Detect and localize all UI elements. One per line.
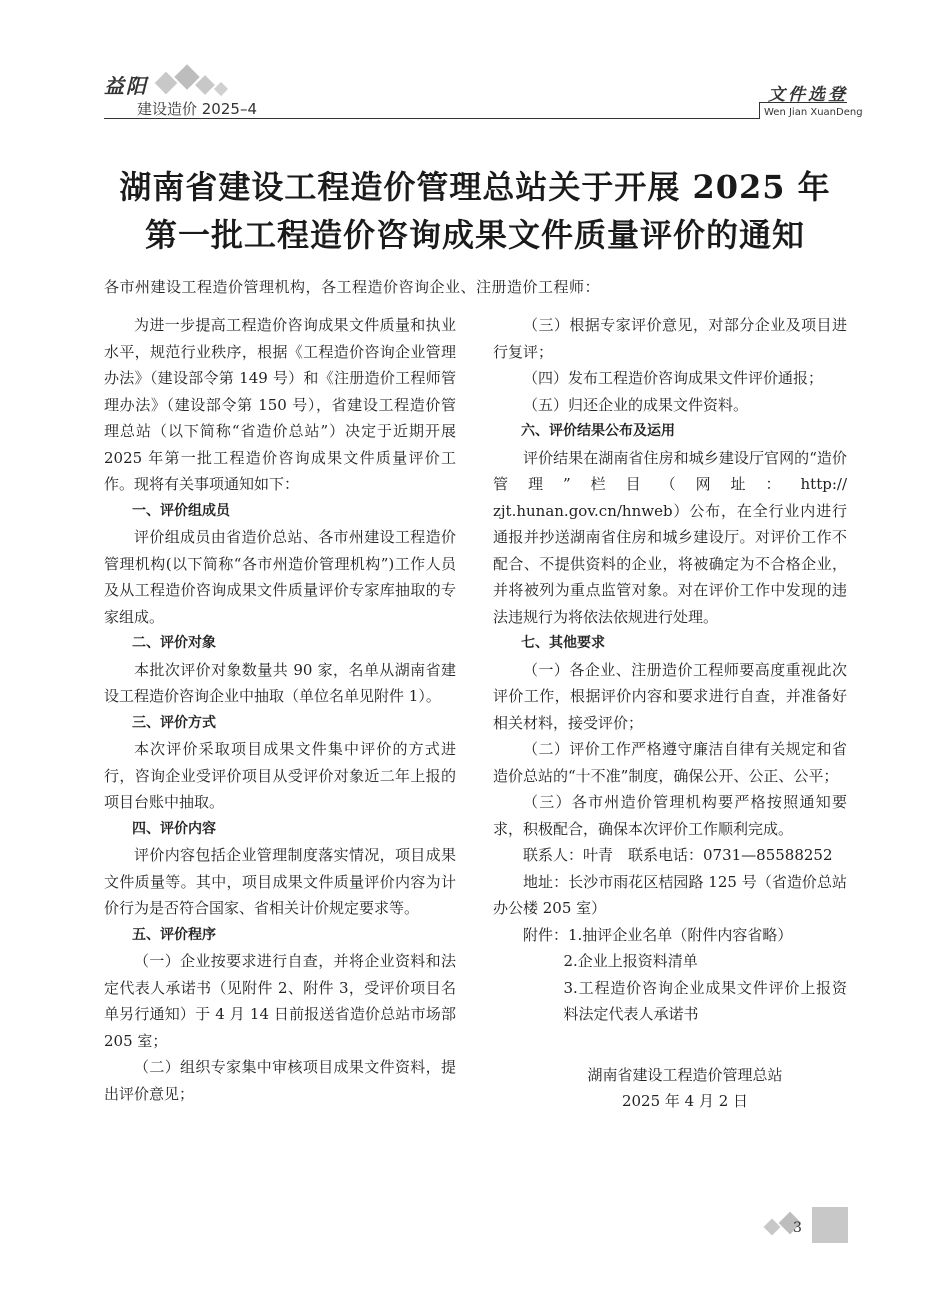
section-heading-1: 一、评价组成员 (132, 502, 230, 519)
section-body-4: 评价内容包括企业管理制度落实情况，项目成果文件质量等。其中，项目成果文件质量评价内容为计价行为是否符合国家、省相关计价规定要求等。 (104, 846, 456, 917)
left-column (104, 312, 456, 1107)
attachment-1: 附件：1.抽评企业名单（附件内容省略） (523, 925, 793, 944)
spacer (493, 1028, 847, 1062)
signature-date: 2025 年 4 月 2 日 (621, 1092, 749, 1110)
section-5-item-3: （三）根据专家评价意见，对部分企业及项目进行复评； (493, 316, 847, 361)
header-rule (104, 118, 759, 119)
section-7-item-2: （二）评价工作严格遵守廉洁自律有关规定和省造价总站的“十不准”制度，确保公开、公正、公平； (493, 740, 847, 785)
header-logo: 益阳 (104, 74, 148, 98)
header-column-name: 文件选登 (768, 85, 848, 105)
attachment-3: 3.工程造价咨询企业成果文件评价上报资料法定代表人承诺书 (563, 978, 847, 1023)
header-publication: 建设造价 2025–4 (137, 100, 257, 118)
section-heading-3: 三、评价方式 (132, 714, 216, 731)
page-title-line-1: 湖南省建设工程造价管理总站关于开展 2025 年 (119, 168, 831, 206)
section-body-6: 评价结果在湖南省住房和城乡建设厅官网的“造价管理”栏目（网址：http:// zjt.hunan.gov.cn/hnweb）公布，在全行业内进行通报并抄送湖南省住房和城乡建设厅。对评价工作不配合、不提供资料的企业，将被确定为不合格企业，并将被列为重点监管对象。对在评价工作中发现的违法违规行为将依法依规进行处理。 (493, 448, 847, 626)
signature-organization: 湖南省建设工程造价管理总站 (587, 1065, 783, 1084)
section-5-item-5: （五）归还企业的成果文件资料。 (523, 395, 749, 414)
intro-paragraph: 为进一步提高工程造价咨询成果文件质量和执业水平，规范行业秩序，根据《工程造价咨询企业管理办法》（建设部令第 149 号）和《注册造价工程师管理办法》（建设部令第 150 号），省建设工程造价管理总站（以下简称“省造价总站”）决定于近期开展 2025 年第一批工程造价咨询成果文件质量评价工作。现将有关事项通知如下： (104, 316, 456, 493)
section-body-2: 本批次评价对象数量共 90 家，名单从湖南省建设工程造价咨询企业中抽取（单位名单见附件 1）。 (104, 660, 456, 705)
section-heading-6: 六、评价结果公布及运用 (521, 423, 675, 439)
section-heading-7: 七、其他要求 (521, 635, 605, 651)
section-5-item-1: （一）企业按要求进行自查，并将企业资料和法定代表人承诺书（见附件 2、附件 3，受评价项目名单另行通知）于 4 月 14 日前报送省造价总站市场部 205 室； (104, 952, 456, 1050)
attachment-2: 2.企业上报资料清单 (563, 952, 698, 970)
footer-diamond-decoration (760, 1205, 850, 1250)
right-column (493, 312, 847, 1115)
address-line: 地址：长沙市雨花区桔园路 125 号（省造价总站办公楼 205 室） (493, 872, 847, 917)
salutation: 各市州建设工程造价管理机构，各工程造价咨询企业、注册造价工程师： (104, 278, 601, 296)
header-rule-step (759, 102, 760, 119)
section-body-1: 评价组成员由省造价总站、各市州建设工程造价管理机构(以下简称“各市州造价管理机构”)工作人员及从工程造价咨询成果文件质量评价专家库抽取的专家组成。 (104, 528, 456, 626)
page-title-line-2: 第一批工程造价咨询成果文件质量评价的通知 (144, 216, 805, 254)
header-column-name-en: Wen Jian XuanDeng (764, 107, 863, 118)
section-7-item-1: （一）各企业、注册造价工程师要高度重视此次评价工作，根据评价内容和要求进行自查，并准备好相关材料，接受评价； (493, 660, 847, 732)
section-heading-5: 五、评价程序 (132, 926, 216, 943)
section-5-item-4: （四）发布工程造价咨询成果文件评价通报； (523, 369, 824, 387)
section-7-item-3: （三）各市州造价管理机构要严格按照通知要求，积极配合，确保本次评价工作顺利完成。 (493, 793, 847, 838)
section-body-3: 本次评价采取项目成果文件集中评价的方式进行，咨询企业受评价项目从受评价对象近二年上报的项目台账中抽取。 (104, 740, 456, 811)
section-heading-2: 二、评价对象 (132, 635, 216, 651)
section-5-item-2: （二）组织专家集中审核项目成果文件资料，提出评价意见； (104, 1058, 456, 1103)
section-heading-4: 四、评价内容 (132, 820, 216, 837)
contact-line: 联系人：叶青 联系电话：0731—85588252 (523, 846, 833, 864)
page-number: 3 (793, 1220, 802, 1236)
